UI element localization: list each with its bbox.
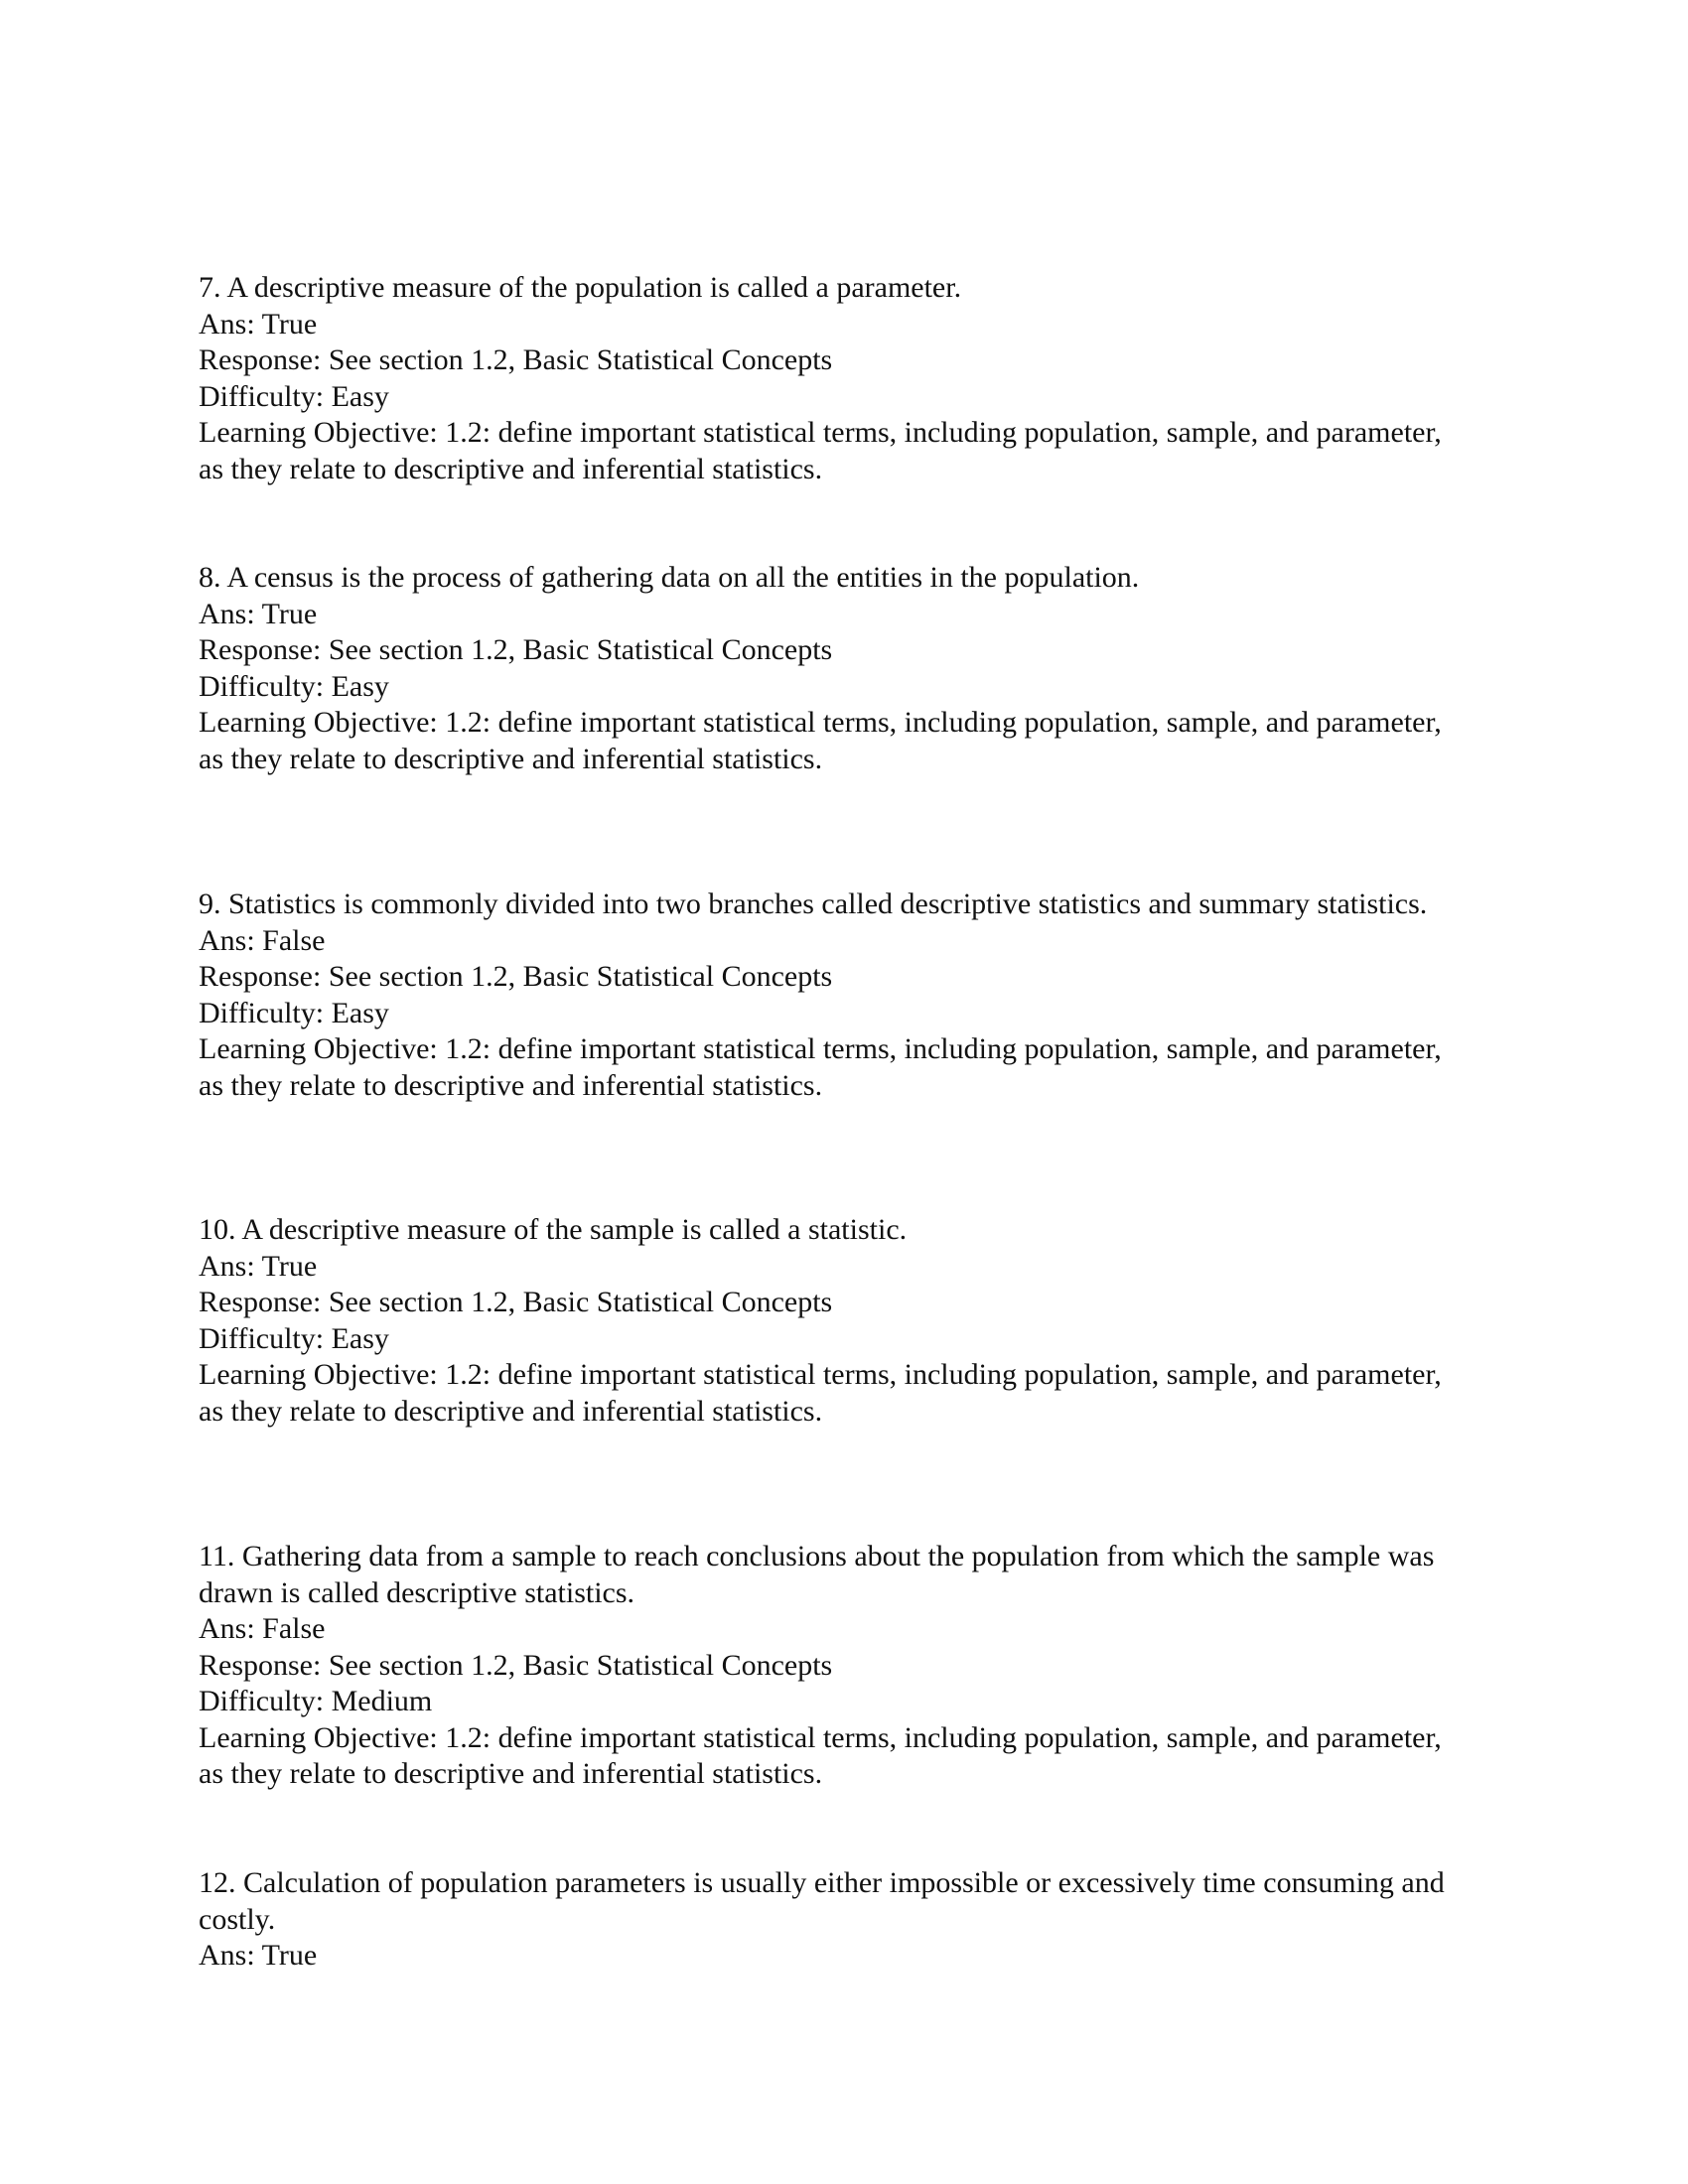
response: Response: See section 1.2, Basic Statistical Concepts [199,1286,833,1318]
question-stem: 8. A census is the process of gathering data on all the entities in the population. [199,561,1140,594]
learning-objective-continued: as they relate to descriptive and inferential statistics. [199,452,823,485]
difficulty: Difficulty: Medium [199,1685,433,1717]
question-7 [199,270,1489,487]
answer: Ans: True [199,1939,318,1972]
answer: Ans: False [199,923,326,957]
response: Response: See section 1.2, Basic Statistical Concepts [199,343,833,376]
response: Response: See section 1.2, Basic Statistical Concepts [199,633,833,666]
answer: Ans: True [199,307,318,341]
learning-objective: Learning Objective: 1.2: define important statistical terms, including population, sample, and parameter, [199,416,1442,449]
learning-objective-continued: as they relate to descriptive and inferential statistics. [199,1394,823,1428]
learning-objective: Learning Objective: 1.2: define important statistical terms, including population, sample, and parameter, [199,1358,1442,1391]
question-9 [199,887,1489,1104]
learning-objective: Learning Objective: 1.2: define important statistical terms, including population, sample, and parameter, [199,706,1442,739]
response: Response: See section 1.2, Basic Statistical Concepts [199,1648,833,1682]
question-stem-continued: costly. [199,1902,276,1936]
question-8 [199,560,1489,777]
response: Response: See section 1.2, Basic Statistical Concepts [199,960,833,993]
question-stem: 11. Gathering data from a sample to reach conclusions about the population from which the sample was [199,1540,1435,1572]
answer: Ans: True [199,597,318,630]
difficulty: Difficulty: Easy [199,669,389,703]
learning-objective-continued: as they relate to descriptive and inferential statistics. [199,1068,823,1102]
difficulty: Difficulty: Easy [199,379,389,413]
difficulty: Difficulty: Easy [199,996,389,1029]
question-11 [199,1539,1489,1793]
question-stem: 12. Calculation of population parameters is usually either impossible or excessively time consuming and [199,1866,1445,1899]
question-stem: 7. A descriptive measure of the population is called a parameter. [199,271,962,304]
question-10 [199,1212,1489,1430]
learning-objective: Learning Objective: 1.2: define important statistical terms, including population, sample, and parameter, [199,1720,1442,1754]
answer: Ans: False [199,1612,326,1645]
difficulty: Difficulty: Easy [199,1321,389,1355]
learning-objective-continued: as they relate to descriptive and inferential statistics. [199,742,823,775]
question-stem: 9. Statistics is commonly divided into two branches called descriptive statistics and summary statistics. [199,887,1428,920]
question-stem-continued: drawn is called descriptive statistics. [199,1575,635,1609]
question-stem: 10. A descriptive measure of the sample is called a statistic. [199,1213,908,1246]
learning-objective: Learning Objective: 1.2: define important statistical terms, including population, sample, and parameter, [199,1032,1442,1065]
question-12 [199,1865,1489,1975]
answer: Ans: True [199,1249,318,1283]
learning-objective-continued: as they relate to descriptive and inferential statistics. [199,1757,823,1790]
